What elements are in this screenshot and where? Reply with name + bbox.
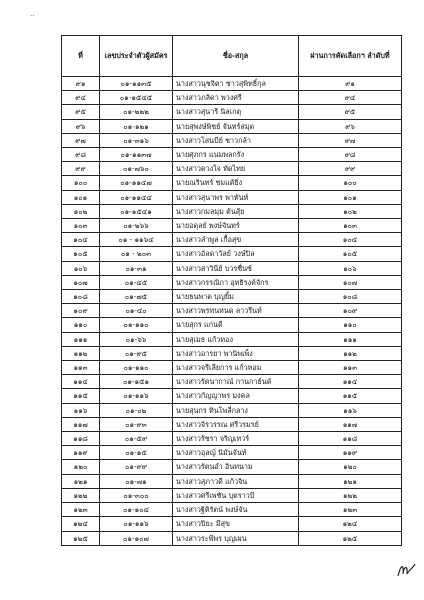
row-applicant-id: ๐๑-๑๐๔	[100, 503, 173, 517]
row-name: นางสาวสุภาวดี แก้วจิน	[173, 474, 299, 488]
row-applicant-id: ๐๑-๑๕๔๕	[100, 91, 173, 105]
table-row	[62, 233, 402, 247]
table-row	[62, 474, 402, 488]
row-applicant-id: ๐๑-๕๙	[100, 432, 173, 446]
row-no: ๑๒๑	[62, 474, 100, 488]
table-row	[62, 190, 402, 204]
table-row	[62, 446, 402, 460]
table-row	[62, 531, 402, 545]
row-name: นางสาวอัลดาวัลย์ วงษ์ปิล	[173, 247, 299, 261]
row-rank: ๙๙	[299, 162, 402, 176]
row-name: นายสุพงษ์พิชย์ จันทร์สมุด	[173, 119, 299, 133]
row-applicant-id: ๐๑-๑๑๓๕	[100, 77, 173, 91]
row-rank: ๙๑	[299, 77, 402, 91]
row-rank: ๙๔	[299, 91, 402, 105]
row-rank: ๑๐๘	[299, 290, 402, 304]
row-rank: ๑๐๑	[299, 190, 402, 204]
row-rank: ๑๑๗	[299, 417, 402, 431]
row-applicant-id: ๐๑-๑๕	[100, 446, 173, 460]
table-row	[62, 375, 402, 389]
page-mark: ..	[30, 10, 35, 18]
row-no: ๑๐๓	[62, 219, 100, 233]
row-name: นางสาวกรรณิกา อุทธิรงค์จักร	[173, 275, 299, 289]
row-name: นางสาวสุนารี นิลเกตุ	[173, 105, 299, 119]
row-applicant-id: ๐๑-๙๕	[100, 346, 173, 360]
row-name: นางสาวสุนาพร พาทันท์	[173, 190, 299, 204]
row-rank: ๑๐๓	[299, 219, 402, 233]
row-no: ๑๐๗	[62, 275, 100, 289]
row-no: ๑๐๐	[62, 176, 100, 190]
table-row	[62, 204, 402, 218]
row-name: นางสาวระพีพร บุญเผน	[173, 531, 299, 545]
table-row	[62, 133, 402, 147]
table-row	[62, 91, 402, 105]
row-rank: ๑๑๙	[299, 446, 402, 460]
row-name: นางสาวจรีเลียการ แก้วทอม	[173, 361, 299, 375]
row-applicant-id: ๐๑-๗๖๐	[100, 162, 173, 176]
row-no: ๑๐๑	[62, 190, 100, 204]
row-rank: ๑๒๔	[299, 517, 402, 531]
row-applicant-id: ๐๑-๔๐	[100, 304, 173, 318]
row-name: นางสาวดวงใจ ทัดไทย	[173, 162, 299, 176]
row-rank: ๙๘	[299, 148, 402, 162]
row-name: นางสาวอุลญ์ นิมันจันท์	[173, 446, 299, 460]
row-no: ๑๑๘	[62, 432, 100, 446]
row-no: ๑๒๕	[62, 531, 100, 545]
row-rank: ๑๒๕	[299, 531, 402, 545]
row-applicant-id: ๐๑ - ๒๐๓	[100, 247, 173, 261]
row-name: นางสาวโสนบีย์ ชาวกล้า	[173, 133, 299, 147]
row-applicant-id: ๐๑-๑๑๐	[100, 361, 173, 375]
row-applicant-id: ๐๑-๑๑๐	[100, 318, 173, 332]
row-no: ๑๒๒	[62, 488, 100, 502]
row-rank: ๑๒๐	[299, 460, 402, 474]
row-no: ๑๑๒	[62, 346, 100, 360]
table-row	[62, 162, 402, 176]
row-no: ๑๒๐	[62, 460, 100, 474]
row-rank: ๑๒๓	[299, 503, 402, 517]
signature-mark	[395, 560, 417, 580]
table-row	[62, 332, 402, 346]
table-row	[62, 517, 402, 531]
table-row	[62, 389, 402, 403]
table-row	[62, 261, 402, 275]
table-row	[62, 460, 402, 474]
row-name: นางสาวปิยะ มีสุข	[173, 517, 299, 531]
row-no: ๑๑๖	[62, 403, 100, 417]
row-rank: ๑๑๔	[299, 375, 402, 389]
row-rank: ๑๑๒	[299, 346, 402, 360]
table-row	[62, 432, 402, 446]
row-no: ๙๖	[62, 119, 100, 133]
row-rank: ๑๐๖	[299, 261, 402, 275]
header-name: ชื่อ-สกุล	[173, 36, 299, 77]
row-name: นางสาวกมลมุม ต้นสุ้ย	[173, 204, 299, 218]
row-rank: ๑๑๓	[299, 361, 402, 375]
row-name: นางสาวนุชจิตา ชาวสุพิทธิ์กุล	[173, 77, 299, 91]
table-row	[62, 119, 402, 133]
row-applicant-id: ๐๑-๖๖	[100, 332, 173, 346]
row-no: ๙๘	[62, 148, 100, 162]
table-row	[62, 290, 402, 304]
row-rank: ๑๐๔	[299, 233, 402, 247]
table-row	[62, 304, 402, 318]
row-name: นางสาวศรีเพชัน บุตราวบี	[173, 488, 299, 502]
table-row	[62, 148, 402, 162]
row-no: ๑๒๓	[62, 503, 100, 517]
row-name: นางสาวภลิดา พวงศรี	[173, 91, 299, 105]
row-name: นางสาวรัชรา จริญเทวร์	[173, 432, 299, 446]
row-rank: ๑๑๕	[299, 389, 402, 403]
row-applicant-id: ๐๑-๑๕๔๑	[100, 204, 173, 218]
table-row	[62, 176, 402, 190]
row-applicant-id: ๐๑-๑๐๗	[100, 531, 173, 545]
row-no: ๑๑๔	[62, 375, 100, 389]
row-no: ๑๑๓	[62, 361, 100, 375]
row-applicant-id: ๐๑ - ๑๑๖๔	[100, 233, 173, 247]
table-row	[62, 403, 402, 417]
table-row	[62, 247, 402, 261]
row-rank: ๑๒๑	[299, 474, 402, 488]
table-row	[62, 105, 402, 119]
row-rank: ๑๐๐	[299, 176, 402, 190]
row-applicant-id: ๐๑-๐๒	[100, 403, 173, 417]
row-applicant-id: ๐๑-๔๕	[100, 275, 173, 289]
row-name: นางสาวรัตนอำ อินทนาม	[173, 460, 299, 474]
table-row	[62, 488, 402, 502]
row-name: นางสาวอารยา พานิพเพ็ง	[173, 346, 299, 360]
row-rank: ๑๐๕	[299, 247, 402, 261]
row-name: นางสาวลำพูล เกื้อสุข	[173, 233, 299, 247]
row-rank: ๙๖	[299, 119, 402, 133]
table-row	[62, 318, 402, 332]
row-no: ๑๑๑	[62, 332, 100, 346]
row-rank: ๑๐๗	[299, 275, 402, 289]
results-table	[61, 35, 402, 546]
row-no: ๑๑๗	[62, 417, 100, 431]
row-rank: ๑๐๙	[299, 304, 402, 318]
row-applicant-id: ๐๑-๓๑	[100, 261, 173, 275]
row-applicant-id: ๐๑-๑๑๔๔	[100, 190, 173, 204]
row-no: ๑๑๐	[62, 318, 100, 332]
row-name: นางสาวจิรวรรณ ศรีวรมรย์	[173, 417, 299, 431]
row-no: ๑๐๘	[62, 290, 100, 304]
row-applicant-id: ๐๑-๙๙	[100, 460, 173, 474]
row-no: ๑๐๒	[62, 204, 100, 218]
row-name: นายสุนกร ทินโพลี่กลาง	[173, 403, 299, 417]
row-applicant-id: ๐๑-๓๑๖	[100, 133, 173, 147]
header-no: ที่	[62, 36, 100, 77]
row-applicant-id: ๐๑-๗๑	[100, 474, 173, 488]
table-header-row	[62, 36, 402, 77]
row-applicant-id: ๐๑-๒๒๒	[100, 105, 173, 119]
row-name: นายศุภกร แนมพลกรัง	[173, 148, 299, 162]
table-row	[62, 503, 402, 517]
row-rank: ๑๑๘	[299, 432, 402, 446]
row-rank: ๑๒๒	[299, 488, 402, 502]
row-applicant-id: ๐๑-๑๑๖	[100, 389, 173, 403]
row-applicant-id: ๐๑-๓๐๐	[100, 488, 173, 502]
row-name: นางสาวฐิติรัตน์ พงษ์จัน	[173, 503, 299, 517]
row-name: นางสาวพรทนหนด ลาวรีนท์	[173, 304, 299, 318]
row-applicant-id: ๐๑-๑๒๑	[100, 119, 173, 133]
row-applicant-id: ๐๑-๗๕	[100, 290, 173, 304]
row-name: นางสาวสาวินีย์ บวรชื่นซ์	[173, 261, 299, 275]
table-row	[62, 219, 402, 233]
row-name: นายสุกร แก่นดี	[173, 318, 299, 332]
header-applicant-id: เลขประจำตัวผู้สมัคร	[100, 36, 173, 77]
row-no: ๑๒๔	[62, 517, 100, 531]
row-name: นางสาวรัตนากาณ์ กานกาธ์นต์	[173, 375, 299, 389]
row-no: ๙๔	[62, 91, 100, 105]
row-no: ๑๐๙	[62, 304, 100, 318]
table-row	[62, 417, 402, 431]
row-applicant-id: ๐๑-๙๓	[100, 417, 173, 431]
row-rank: ๑๑๖	[299, 403, 402, 417]
table-row	[62, 275, 402, 289]
row-rank: ๙๗	[299, 133, 402, 147]
row-no: ๑๐๖	[62, 261, 100, 275]
row-name: นายณรินทร์ ชมแต้ยิ่ง	[173, 176, 299, 190]
row-name: นายธนพาด บุญยิ้ม	[173, 290, 299, 304]
table-row	[62, 346, 402, 360]
row-no: ๙๑	[62, 77, 100, 91]
row-rank: ๑๐๒	[299, 204, 402, 218]
row-no: ๑๐๕	[62, 247, 100, 261]
row-rank: ๑๑๑	[299, 332, 402, 346]
row-name: นายสุเมธ แก้วทอง	[173, 332, 299, 346]
row-no: ๑๑๕	[62, 389, 100, 403]
row-no: ๙๗	[62, 133, 100, 147]
row-rank: ๙๕	[299, 105, 402, 119]
row-applicant-id: ๐๑-๑๑๖	[100, 517, 173, 531]
row-applicant-id: ๐๑-๑๑๓๗	[100, 148, 173, 162]
row-applicant-id: ๐๑-๑๕๑	[100, 375, 173, 389]
header-rank: ผ่านการคัดเลือกฯ ลำดับที่	[299, 36, 402, 77]
table-body	[62, 77, 402, 546]
row-applicant-id: ๐๑-๒๖๖	[100, 219, 173, 233]
table-row	[62, 77, 402, 91]
row-rank: ๑๑๐	[299, 318, 402, 332]
row-no: ๙๙	[62, 162, 100, 176]
table-row	[62, 361, 402, 375]
row-no: ๙๕	[62, 105, 100, 119]
row-name: นางสาวกัญญาพร มงคล	[173, 389, 299, 403]
row-no: ๑๑๙	[62, 446, 100, 460]
row-no: ๑๐๔	[62, 233, 100, 247]
row-name: นายอดุลย์ พงษ์จันทร์	[173, 219, 299, 233]
row-applicant-id: ๐๑-๑๑๔๗	[100, 176, 173, 190]
